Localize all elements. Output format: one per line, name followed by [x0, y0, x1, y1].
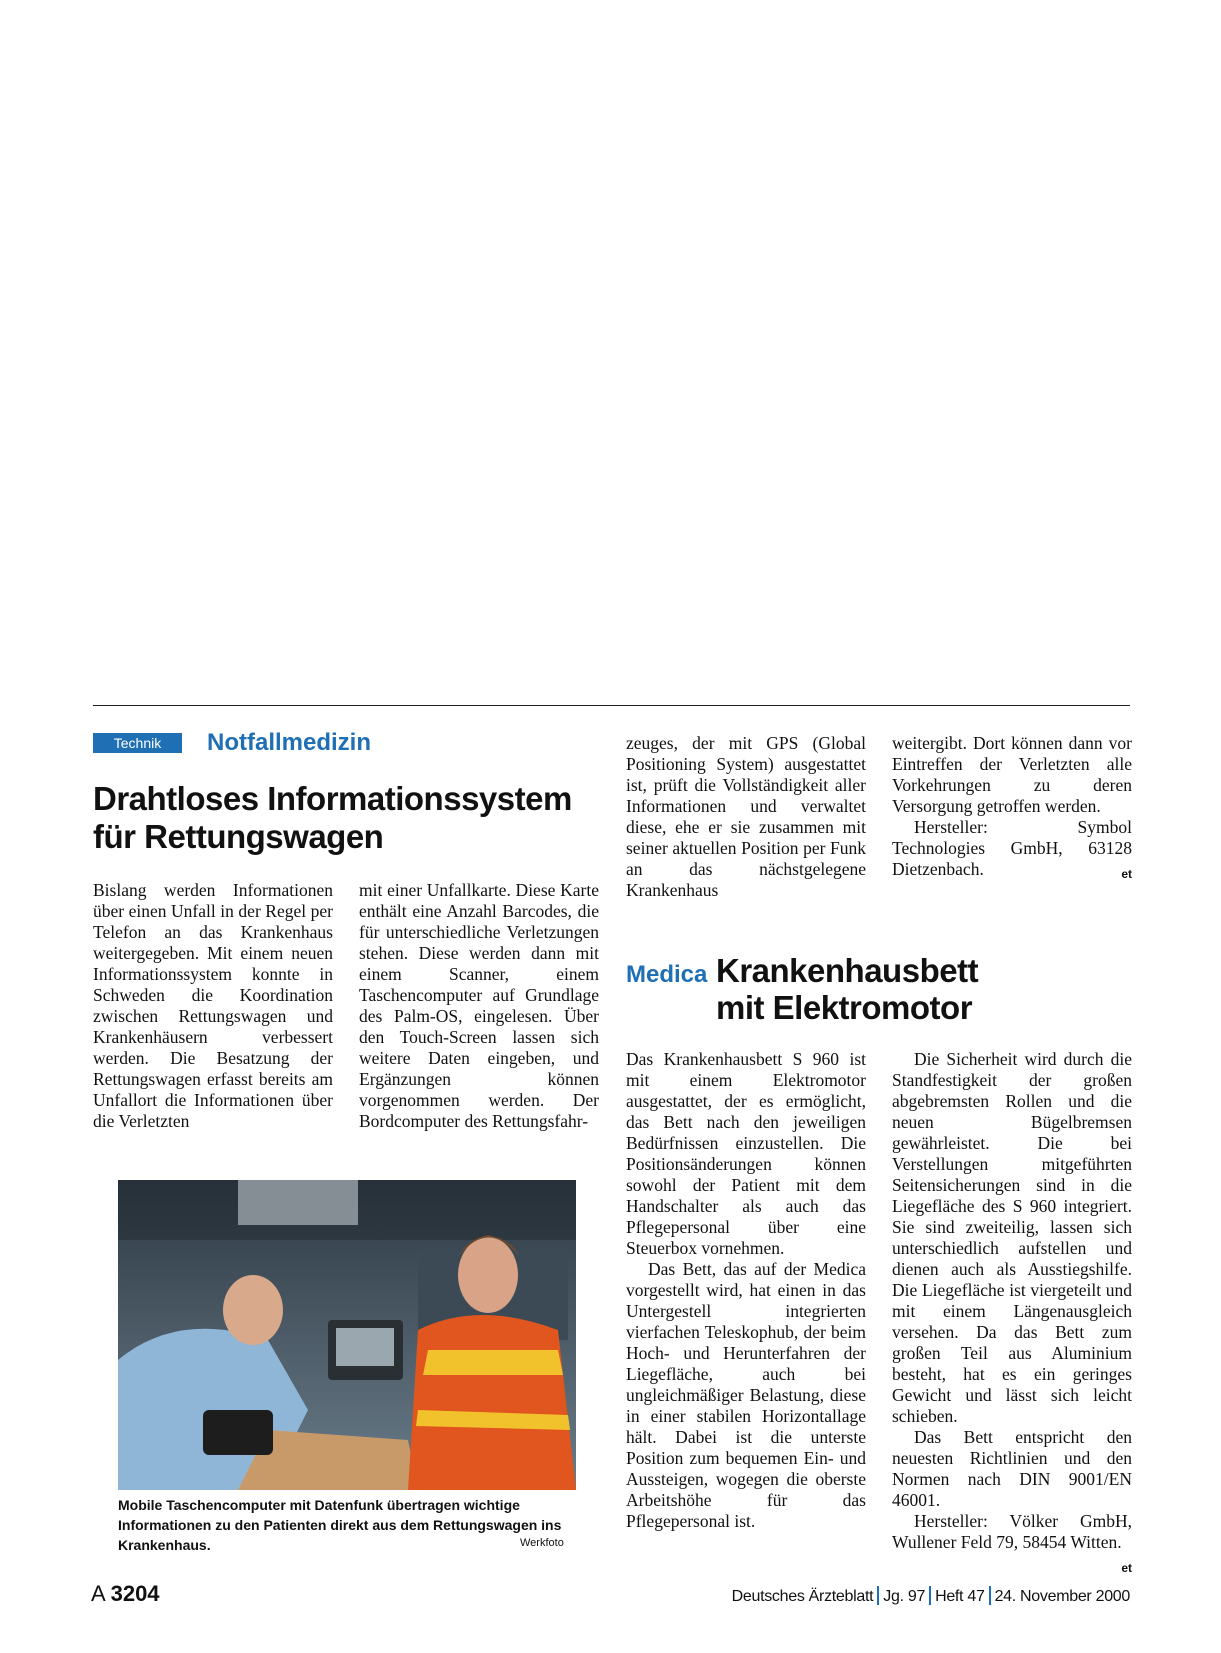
photo-caption: Mobile Taschencomputer mit Datenfunk übertragen wichtige Informationen zu den Patienten direkt aus dem Rettungswagen ins Krankenhaus.: [118, 1497, 562, 1553]
article1-signature: et: [1121, 867, 1132, 881]
article1-manufacturer-text: Hersteller: Symbol Technologies GmbH, 63128 Dietzenbach.: [892, 817, 1132, 879]
journal-issue: Heft 47: [935, 1588, 985, 1605]
article1-col4-text: weitergibt. Dort können dann vor Eintreffen der Verletzten alle Vorkehrungen zu deren Versorgung getroffen werden.: [892, 733, 1132, 816]
photo-credit: Werkfoto: [520, 1537, 564, 1549]
article1-column-1: [93, 880, 333, 1132]
article2-headline-line2: mit Elektromotor: [716, 989, 973, 1026]
article1-col2-text: mit einer Unfallkarte. Diese Karte enthält eine Anzahl Barcodes, die für unterschiedliche Verletzungen stehen. Diese werden dann mit einem Scanner, einem Taschencomputer auf Grundlage des Palm-OS, eingelesen. Über den Touch-Screen lassen sich weitere Daten eingeben, und Ergänzungen können vorgenommen werden. Der Bordcomputer des Rettungsfahr-: [359, 880, 599, 1131]
article1-column-2: [359, 880, 599, 1132]
separator: [877, 1586, 879, 1605]
article1-column-3: [626, 733, 866, 901]
article2-col2-p1: Die Sicherheit wird durch die Standfestigkeit der großen abgebremsten Rollen und die neuen Bügelbremsen gewährleistet. Die bei Verstellungen mitgeführten Seitensicherungen sind in die Liegefläche des S 960 integriert. Sie sind zweiteilig, lassen sich unterschiedlich aufstellen und dienen auch als Ausstiegshilfe. Die Liegefläche ist viergeteilt und mit einem Längenausgleich versehen. Da das Bett zum großen Teil aus Aluminium besteht, hat es ein geringes Gewicht und lässt sich leicht schieben.: [892, 1049, 1132, 1426]
folio-prefix: A: [91, 1581, 105, 1606]
journal-volume: Jg. 97: [883, 1588, 926, 1605]
article2-col2-p2: Das Bett entspricht den neuesten Richtlinien und den Normen nach DIN 9001/EN 46001.: [892, 1427, 1132, 1510]
separator: [929, 1586, 931, 1605]
article1-kicker: Notfallmedizin: [207, 729, 372, 756]
article2-kicker: Medica: [626, 961, 708, 988]
article2-signature: et: [1121, 1561, 1132, 1575]
page-folio: [91, 1581, 160, 1607]
article1-col1-text: Bislang werden Informationen über einen Unfall in der Regel per Telefon an das Krankenhaus weitergegeben. Mit einem neuen Informationssystem konnte in Schweden die Koordination zwischen Rettungswagen und Krankenhäusern verbessert werden. Die Besatzung der Rettungswagen erfasst bereits am Unfallort die Informationen über die Verletzten: [93, 880, 333, 1131]
article2-headline-line1: Krankenhausbett: [716, 952, 979, 989]
journal-date: 24. November 2000: [994, 1588, 1130, 1605]
article2-manufacturer: [892, 1511, 1132, 1575]
journal-name: Deutsches Ärzteblatt: [731, 1588, 874, 1605]
article2-manufacturer-text: Hersteller: Völker GmbH, Wullener Feld 79, 58454 Witten.: [892, 1511, 1132, 1552]
article1-column-4: [892, 733, 1132, 885]
top-rule: [93, 705, 1130, 706]
page-number: 3204: [110, 1581, 160, 1606]
article1-manufacturer: [892, 817, 1132, 880]
article2-col1-p2: Das Bett, das auf der Medica vorgestellt wird, hat einen in das Untergestell integrierten vierfachen Teleskophub, der beim Hoch- und Herunterfahren der Liegefläche, auch bei ungleichmäßiger Belastung, diese in einer stabilen Horizontallage hält. Dabei ist die unterste Position zum bequemen Ein- und Aussteigen, wogegen die oberste Arbeitshöhe für das Pflegepersonal ist.: [626, 1259, 866, 1531]
section-tag: Technik: [93, 733, 182, 753]
article2-column-1: [626, 1049, 866, 1532]
separator: [989, 1586, 991, 1605]
article1-col3-text: zeuges, der mit GPS (Global Positioning System) ausgestattet ist, prüft die Vollständigkeit aller Informationen und verwaltet diese, ehe er sie zusammen mit seiner aktuellen Position per Funk an das nächstgelegene Krankenhaus: [626, 733, 866, 900]
article2-headline: [716, 952, 1116, 1026]
article2-column-2: [892, 1049, 1132, 1579]
journal-line: [732, 1586, 1130, 1606]
article2-col1-p1: Das Krankenhausbett S 960 ist mit einem Elektromotor ausgestattet, der es ermöglicht, das Bett nach den jeweiligen Bedürfnissen einzustellen. Die Positionsänderungen können sowohl der Patient mit dem Handschalter als auch das Pflegepersonal über eine Steuerbox vornehmen.: [626, 1049, 866, 1258]
ambulance-photo: [118, 1180, 576, 1490]
article1-headline: Drahtloses Informationssystem für Rettungswagen: [93, 780, 572, 855]
